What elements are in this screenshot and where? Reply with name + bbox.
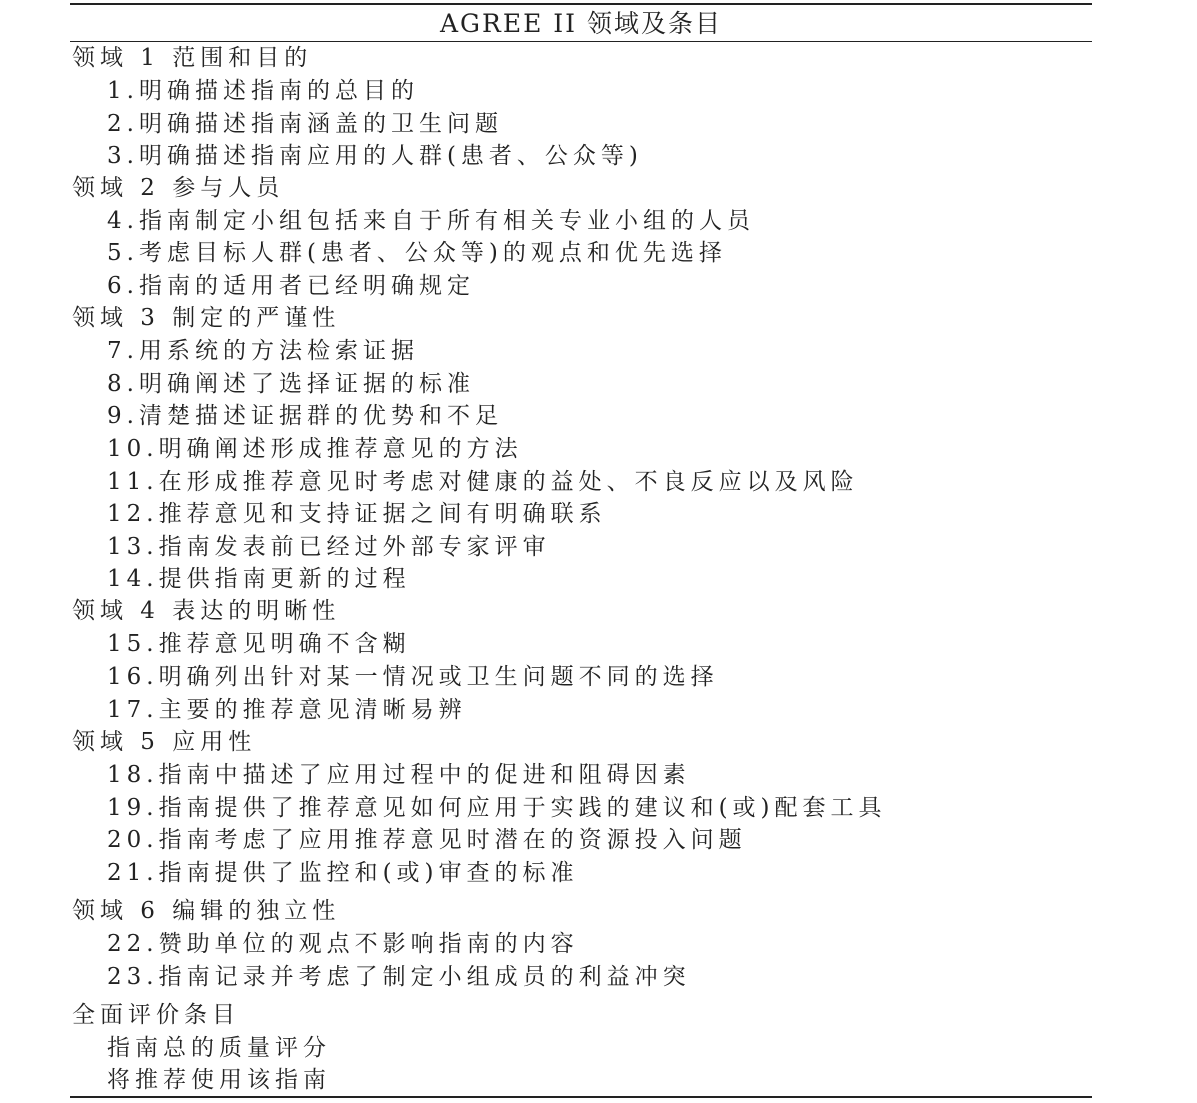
- domain-heading: 领域 5 应用性: [72, 729, 257, 755]
- domain-heading: 领域 4 表达的明晰性: [72, 598, 341, 624]
- item-row: 22.赞助单位的观点不影响指南的内容: [107, 931, 579, 957]
- table-title: AGREE II 领域及条目: [440, 9, 722, 38]
- domain-heading: 全面评价条目: [72, 1002, 240, 1028]
- agree-table: [70, 0, 1092, 1103]
- item-row: 6.指南的适用者已经明确规定: [107, 273, 475, 299]
- item-row: 9.清楚描述证据群的优势和不足: [107, 403, 503, 429]
- item-row: 5.考虑目标人群(患者、公众等)的观点和优先选择: [107, 240, 727, 266]
- item-row: 11.在形成推荐意见时考虑对健康的益处、不良反应以及风险: [107, 469, 859, 495]
- item-row: 18.指南中描述了应用过程中的促进和阻碍因素: [107, 762, 691, 788]
- item-row: 13.指南发表前已经过外部专家评审: [107, 534, 551, 560]
- item-row: 8.明确阐述了选择证据的标准: [107, 371, 475, 397]
- item-row: 14.提供指南更新的过程: [107, 566, 411, 592]
- domain-heading: 领域 3 制定的严谨性: [72, 305, 341, 331]
- item-row: 16.明确列出针对某一情况或卫生问题不同的选择: [107, 664, 719, 690]
- item-row: 20.指南考虑了应用推荐意见时潜在的资源投入问题: [107, 827, 747, 853]
- item-row: 1.明确描述指南的总目的: [107, 78, 419, 104]
- item-row: 12.推荐意见和支持证据之间有明确联系: [107, 501, 607, 527]
- item-row: 23.指南记录并考虑了制定小组成员的利益冲突: [107, 964, 691, 990]
- domain-heading: 领域 2 参与人员: [72, 175, 285, 201]
- item-row: 10.明确阐述形成推荐意见的方法: [107, 436, 523, 462]
- table-bottom-rule: [70, 1096, 1092, 1098]
- item-row: 2.明确描述指南涵盖的卫生问题: [107, 111, 503, 137]
- item-row: 17.主要的推荐意见清晰易辨: [107, 697, 467, 723]
- table-top-rule: [70, 3, 1092, 5]
- item-row: 19.指南提供了推荐意见如何应用于实践的建议和(或)配套工具: [107, 795, 887, 821]
- item-row: 3.明确描述指南应用的人群(患者、公众等): [107, 143, 643, 169]
- item-row: 7.用系统的方法检索证据: [107, 338, 419, 364]
- item-row: 指南总的质量评分: [107, 1035, 331, 1061]
- item-row: 15.推荐意见明确不含糊: [107, 631, 411, 657]
- item-row: 21.指南提供了监控和(或)审查的标准: [107, 860, 579, 886]
- domain-heading: 领域 6 编辑的独立性: [72, 898, 341, 924]
- item-row: 4.指南制定小组包括来自于所有相关专业小组的人员: [107, 208, 755, 234]
- item-row: 将推荐使用该指南: [107, 1067, 331, 1093]
- domain-heading: 领域 1 范围和目的: [72, 45, 313, 71]
